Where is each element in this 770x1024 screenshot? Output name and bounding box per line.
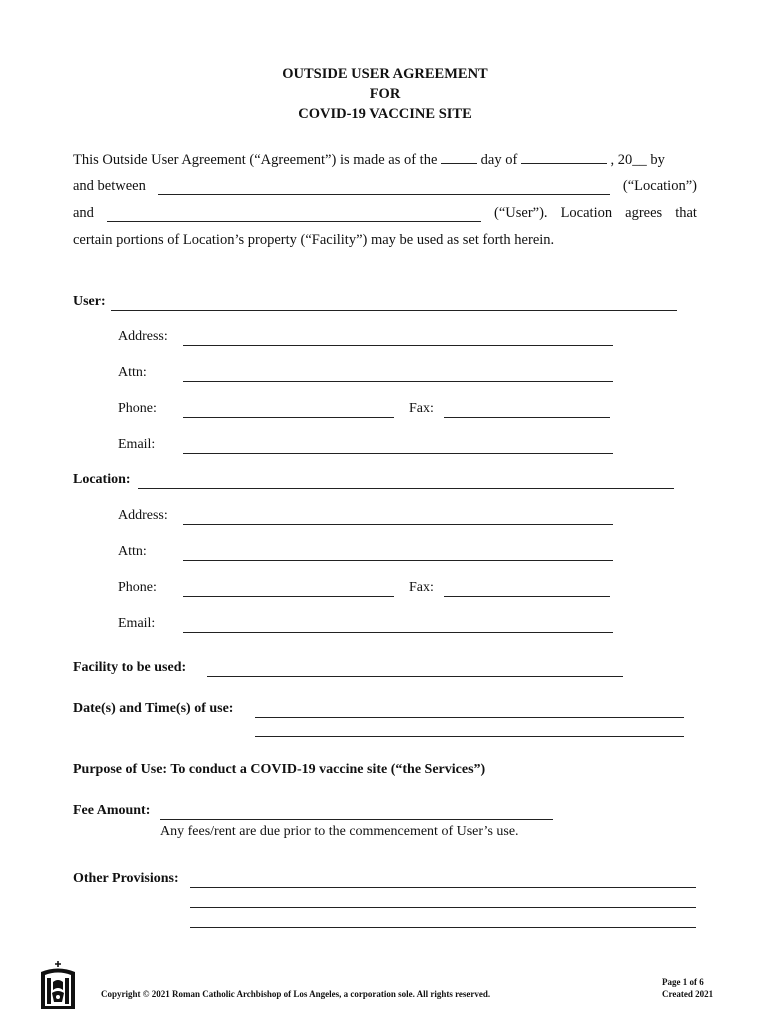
user-fax-label: Fax: (409, 401, 434, 416)
dates-field-1[interactable] (255, 717, 684, 718)
location-email-field[interactable] (183, 632, 613, 633)
user-name-field[interactable] (111, 310, 677, 311)
location-party-blank[interactable] (158, 182, 610, 195)
location-phone-label: Phone: (118, 580, 157, 595)
location-fax-label: Fax: (409, 580, 434, 595)
footer-created: Created 2021 (662, 989, 714, 999)
other-provisions-label: Other Provisions: (73, 871, 179, 886)
footer-page-number: Page 1 of 6 (662, 977, 704, 987)
intro-and: and (73, 205, 94, 221)
location-address-field[interactable] (183, 524, 613, 525)
intro-word: agrees (625, 205, 663, 221)
user-email-label: Email: (118, 437, 156, 452)
facility-field[interactable] (207, 676, 623, 677)
day-blank[interactable] (441, 151, 477, 164)
intro-text: This Outside User Agreement (“Agreement”) is made as of the day of , 20__ by (73, 152, 665, 168)
month-blank[interactable] (521, 151, 607, 164)
fee-label: Fee Amount: (73, 803, 151, 818)
intro-line-1 (73, 151, 697, 169)
purpose-of-use: Purpose of Use: To conduct a COVID-19 vaccine site (“the Services”) (73, 762, 486, 777)
intro-line-2 (73, 178, 697, 195)
intro-user-tag: (“User”). (494, 205, 548, 221)
location-email-label: Email: (118, 616, 156, 631)
title-line-1: OUTSIDE USER AGREEMENT (282, 66, 488, 82)
user-label: User: (73, 294, 106, 309)
location-name-field[interactable] (138, 488, 674, 489)
location-address-label: Address: (118, 508, 168, 523)
user-phone-field[interactable] (183, 417, 394, 418)
fee-note: Any fees/rent are due prior to the commencement of User’s use. (160, 824, 519, 839)
user-attn-label: Attn: (118, 365, 147, 380)
location-phone-field[interactable] (183, 596, 394, 597)
facility-label: Facility to be used: (73, 660, 187, 675)
user-address-label: Address: (118, 329, 168, 344)
user-address-field[interactable] (183, 345, 613, 346)
other-provisions-field-1[interactable] (190, 887, 696, 888)
title-line-3: COVID-19 VACCINE SITE (298, 106, 472, 122)
intro-word: that (675, 205, 697, 221)
footer-copyright: Copyright © 2021 Roman Catholic Archbishop of Los Angeles, a corporation sole. All rights reserved. (101, 989, 491, 999)
intro-and-between: and between (73, 178, 146, 194)
intro-line-3 (73, 205, 697, 222)
dates-label: Date(s) and Time(s) of use: (73, 701, 234, 716)
title-line-2: FOR (369, 86, 401, 102)
location-label: Location: (73, 472, 131, 487)
user-party-blank[interactable] (107, 209, 481, 222)
other-provisions-field-2[interactable] (190, 907, 696, 908)
location-attn-label: Attn: (118, 544, 147, 559)
user-email-field[interactable] (183, 453, 613, 454)
location-fax-field[interactable] (444, 596, 610, 597)
user-attn-field[interactable] (183, 381, 613, 382)
archdiocese-seal-icon (38, 960, 78, 1010)
location-attn-field[interactable] (183, 560, 613, 561)
intro-line-4: certain portions of Location’s property (“Facility”) may be used as set forth herein. (73, 232, 555, 248)
user-phone-label: Phone: (118, 401, 157, 416)
other-provisions-field-3[interactable] (190, 927, 696, 928)
fee-field[interactable] (160, 819, 553, 820)
dates-field-2[interactable] (255, 736, 684, 737)
intro-location-tag: (“Location”) (622, 178, 697, 194)
user-fax-field[interactable] (444, 417, 610, 418)
intro-word: Location (560, 205, 613, 221)
